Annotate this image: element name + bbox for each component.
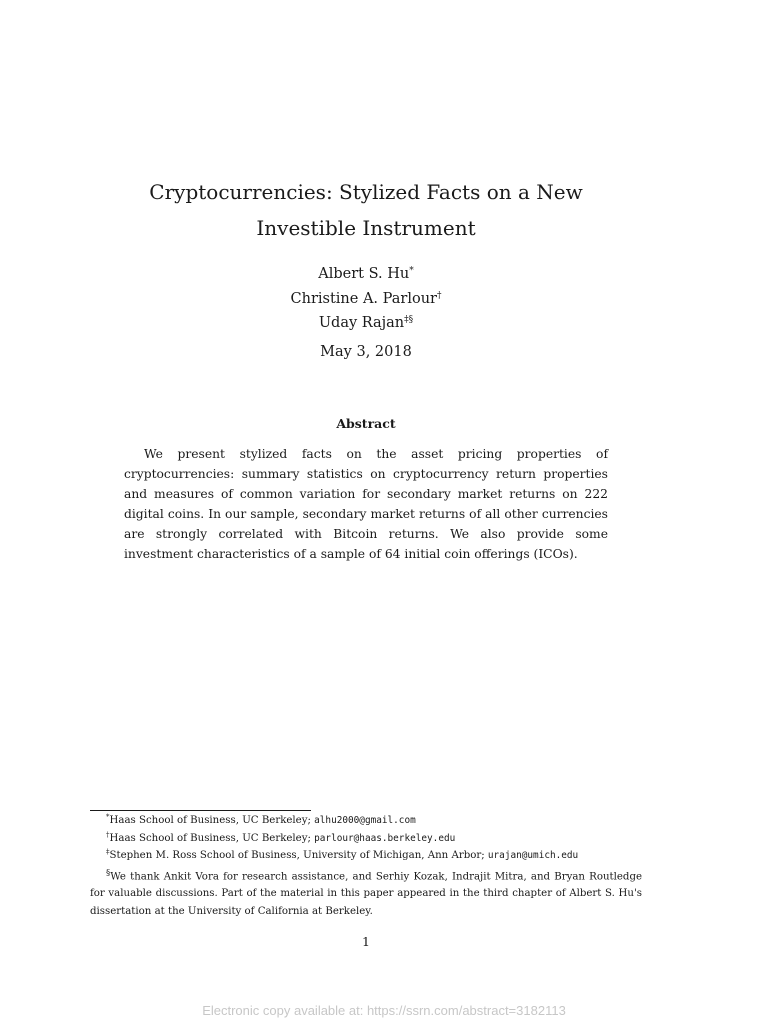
footnote-2	[90, 830, 642, 848]
footnote-mark: †	[106, 830, 110, 839]
author-2	[200, 287, 532, 312]
footnote-text: Haas School of Business, UC Berkeley;	[109, 815, 315, 826]
footnotes	[90, 812, 642, 920]
footnote-divider	[90, 810, 311, 811]
paper-title: Cryptocurrencies: Stylized Facts on a New Investible Instrument	[149, 180, 583, 240]
ssrn-watermark: Electronic copy available at: https://ssrn.com/abstract=3182113	[202, 1003, 566, 1018]
abstract-heading: Abstract	[336, 416, 396, 431]
footnote-email: urajan@umich.edu	[487, 850, 579, 861]
page-number: 1	[362, 934, 370, 949]
author-footnote-mark: ‡§	[404, 315, 414, 325]
footnote-email: alhu2000@gmail.com	[314, 815, 416, 826]
abstract-text: We present stylized facts on the asset pricing properties of cryptocurrencies: summary statistics on cryptocurrency return properties and measures of common variation for secondary market returns on 222 digital coins. In our sample, secondary market returns of all other currencies are strongly correlated with Bitcoin returns. We also provide some investment characteristics of a sample of 64 initial coin offerings (ICOs).	[124, 447, 608, 561]
footnote-mark: ‡	[106, 848, 110, 856]
author-3	[200, 311, 532, 336]
footnote-mark: §	[106, 867, 111, 878]
footnote-text: We thank Ankit Vora for research assistance, and Serhiy Kozak, Indrajit Mitra, and Bryan Routledge for valuable discussions. Part of the material in this paper appeared in the third chapter of Albert S. Hu's dissertation at the University of California at Berkeley.	[90, 870, 642, 917]
author-name: Albert S. Hu	[318, 266, 410, 282]
footnote-text: Stephen M. Ross School of Business, University of Michigan, Ann Arbor;	[109, 850, 488, 861]
footnote-text: Haas School of Business, UC Berkeley;	[109, 832, 315, 844]
author-1	[200, 262, 532, 287]
author-footnote-mark: †	[436, 290, 442, 301]
paper-date: May 3, 2018	[320, 344, 412, 360]
author-list	[200, 262, 532, 336]
footnote-mark: *	[106, 813, 110, 821]
footnote-1	[90, 812, 642, 830]
author-name: Uday Rajan	[318, 315, 405, 331]
footnote-4	[90, 865, 642, 921]
author-name: Christine A. Parlour	[290, 290, 437, 307]
author-footnote-mark: *	[409, 266, 414, 276]
footnote-3	[90, 847, 642, 865]
footnote-email: parlour@haas.berkeley.edu	[314, 832, 456, 844]
